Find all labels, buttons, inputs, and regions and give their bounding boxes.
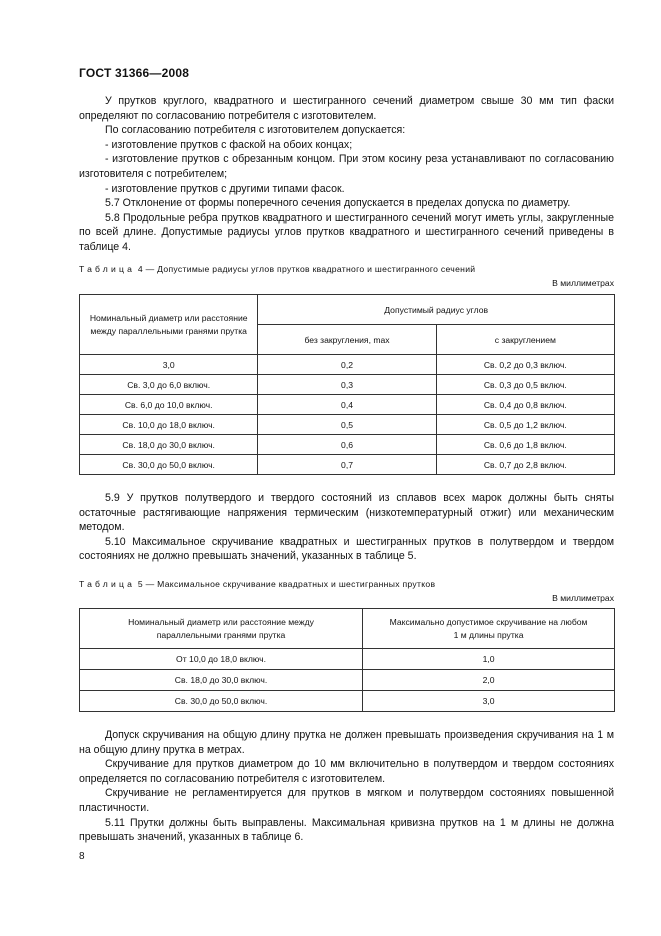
table-cell: 0,6 bbox=[258, 435, 436, 455]
table-cell: Св. 3,0 до 6,0 включ. bbox=[80, 375, 258, 395]
table-row bbox=[80, 435, 615, 455]
table-cell: 1,0 bbox=[363, 649, 615, 670]
table5-head-col2: Максимально допустимое скручивание на любом 1 м длины прутка bbox=[363, 609, 615, 649]
table4-caption-word: Таблица bbox=[79, 264, 136, 274]
table-row bbox=[80, 395, 615, 415]
table-cell: Св. 30,0 до 50,0 включ. bbox=[80, 455, 258, 475]
paragraph-5-11: 5.11 Прутки должны быть выправлены. Максимальная кривизна прутков на 1 м длины не должна превышать значений, указанных в таблице 6. bbox=[79, 816, 614, 844]
table4-body bbox=[80, 355, 615, 475]
paragraph: По согласованию потребителя с изготовителем допускается: bbox=[105, 124, 406, 137]
table4-head-col2: без закругления, max bbox=[258, 325, 436, 355]
table5-body bbox=[80, 649, 615, 712]
table4-unit: В миллиметрах bbox=[552, 278, 614, 288]
table-row bbox=[80, 415, 615, 435]
table5 bbox=[79, 608, 615, 712]
paragraph-5-9: 5.9 У прутков полутвердого и твердого состояний из сплавов всех марок должны быть сняты остаточные растягивающие напряжения термическим (низкотемпературный отжиг) или механическим методом. bbox=[79, 492, 614, 534]
table-row bbox=[80, 649, 615, 670]
table-row bbox=[80, 670, 615, 691]
table-cell: 0,2 bbox=[258, 355, 436, 375]
paragraph-5-10: 5.10 Максимальное скручивание квадратных и шестигранных прутков в полутвердом и твердом состояниях не должно превышать значений, указанных в таблице 5. bbox=[79, 535, 614, 563]
paragraph-5-7: 5.7 Отклонение от формы поперечного сечения допускается в пределах допуска по диаметру. bbox=[105, 197, 571, 210]
table5-head-col1: Номинальный диаметр или расстояние между параллельными гранями прутка bbox=[80, 609, 363, 649]
table-cell: Св. 10,0 до 18,0 включ. bbox=[80, 415, 258, 435]
text-block-bottom bbox=[79, 728, 614, 845]
table-row bbox=[80, 375, 615, 395]
paragraph: Скручивание не регламентируется для прутков в мягком и полутвердом состояниях повышенной пластичности. bbox=[79, 787, 614, 814]
table-cell: Св. 30,0 до 50,0 включ. bbox=[80, 691, 363, 712]
table-cell: 2,0 bbox=[363, 670, 615, 691]
table-cell: Св. 0,3 до 0,5 включ. bbox=[436, 375, 614, 395]
table4-head-col3: с закруглением bbox=[436, 325, 614, 355]
table5-caption-text: 5 — Максимальное скручивание квадратных и шестигранных прутков bbox=[137, 579, 436, 589]
table-cell: Св. 18,0 до 30,0 включ. bbox=[80, 435, 258, 455]
text-block-top bbox=[79, 94, 614, 255]
table-cell: Св. 0,7 до 2,8 включ. bbox=[436, 455, 614, 475]
table-row bbox=[80, 355, 615, 375]
table4-caption bbox=[79, 264, 475, 274]
table-cell: Св. 0,6 до 1,8 включ. bbox=[436, 435, 614, 455]
text-block-mid bbox=[79, 491, 614, 564]
table4-head-col1: Номинальный диаметр или расстояние между параллельными гранями прутка bbox=[80, 295, 258, 355]
table5-caption-word: Таблица bbox=[79, 579, 136, 589]
table4 bbox=[79, 294, 615, 475]
list-item: - изготовление прутков с обрезанным концом. При этом косину реза устанавливают по согласованию изготовителя с потребителем; bbox=[79, 153, 614, 180]
table-cell: От 10,0 до 18,0 включ. bbox=[80, 649, 363, 670]
table-cell: 3,0 bbox=[80, 355, 258, 375]
table-cell: 3,0 bbox=[363, 691, 615, 712]
table4-head-group: Допустимый радиус углов bbox=[258, 295, 615, 325]
table-cell: 0,3 bbox=[258, 375, 436, 395]
document-header: ГОСТ 31366—2008 bbox=[79, 66, 190, 80]
table5-caption bbox=[79, 579, 435, 589]
paragraph: У прутков круглого, квадратного и шестигранного сечений диаметром свыше 30 мм тип фаски определяют по согласованию потребителя с изготовителем. bbox=[79, 95, 614, 122]
table-cell: Св. 18,0 до 30,0 включ. bbox=[80, 670, 363, 691]
table4-caption-text: 4 — Допустимые радиусы углов прутков квадратного и шестигранного сечений bbox=[137, 264, 476, 274]
table-cell: 0,5 bbox=[258, 415, 436, 435]
paragraph: Допуск скручивания на общую длину прутка не должен превышать произведения скручивания на 1 м на общую длину прутка в метрах. bbox=[79, 729, 614, 756]
table-row bbox=[80, 455, 615, 475]
table-row bbox=[80, 691, 615, 712]
paragraph: Скручивание для прутков диаметром до 10 мм включительно в полутвердом и твердом состояниях определяется по согласованию потребителя с изготовителем. bbox=[79, 758, 614, 785]
paragraph-5-8: 5.8 Продольные ребра прутков квадратного и шестигранного сечений могут иметь углы, закругленные по всей длине. Допустимые радиусы углов прутков квадратного и шестигранного сечений приведены в таблице 4. bbox=[79, 211, 614, 253]
table-cell: Св. 0,4 до 0,8 включ. bbox=[436, 395, 614, 415]
table5-unit: В миллиметрах bbox=[552, 593, 614, 603]
page-number: 8 bbox=[79, 851, 85, 862]
table-cell: 0,7 bbox=[258, 455, 436, 475]
table-cell: Св. 0,5 до 1,2 включ. bbox=[436, 415, 614, 435]
table-cell: 0,4 bbox=[258, 395, 436, 415]
list-item: - изготовление прутков с другими типами фасок. bbox=[105, 182, 345, 195]
table-cell: Св. 0,2 до 0,3 включ. bbox=[436, 355, 614, 375]
list-item: - изготовление прутков с фаской на обоих концах; bbox=[105, 138, 353, 151]
table-cell: Св. 6,0 до 10,0 включ. bbox=[80, 395, 258, 415]
